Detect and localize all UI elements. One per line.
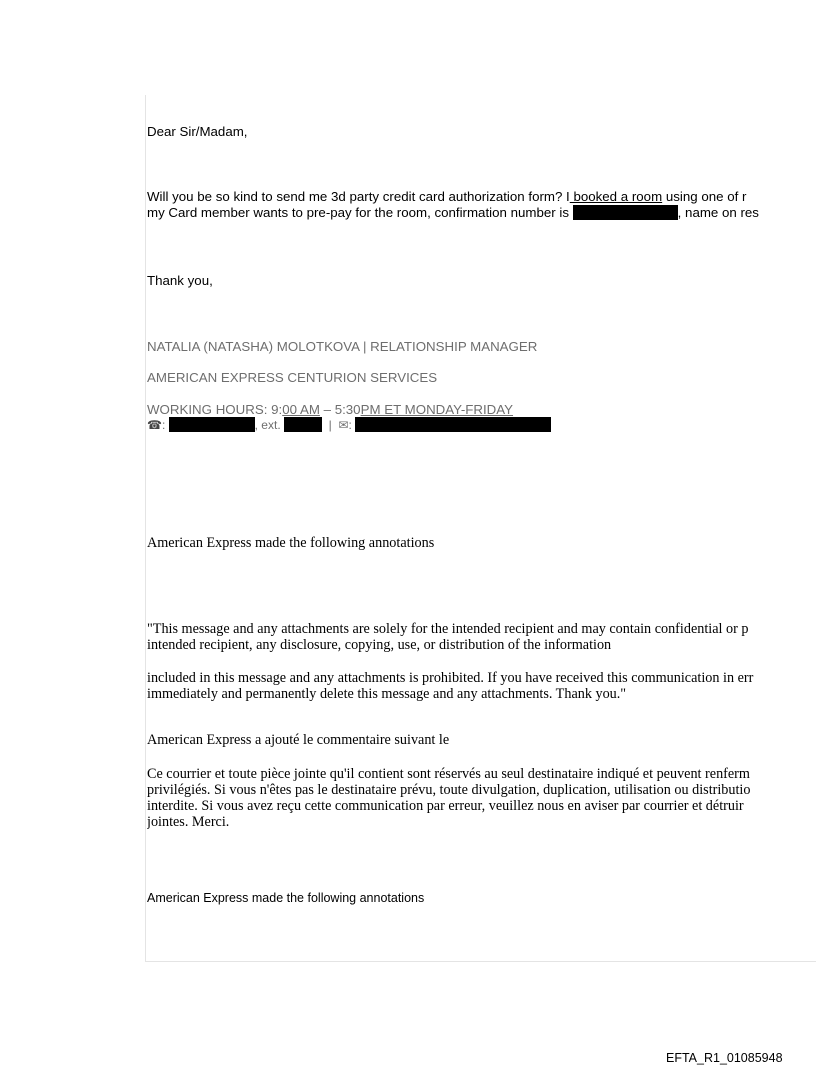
email-body (147, 95, 816, 961)
body-line-1 (147, 189, 746, 205)
disclaimer-en-line: "This message and any attachments are solely for the intended recipient and may contain confidential or p (147, 621, 749, 637)
greeting: Dear Sir/Madam, (147, 124, 248, 139)
signature-hours (147, 402, 513, 418)
hours-start: 00 AM (282, 402, 320, 417)
phone-icon: ☎ (147, 418, 162, 432)
annotations-fr-heading: American Express a ajouté le commentaire suivant le (147, 732, 450, 748)
redaction-phone (169, 417, 255, 432)
disclaimer-fr-line: Ce courrier et toute pièce jointe qu'il contient sont réservés au seul destinataire indiqué et peuvent renferm (147, 766, 750, 782)
phone-separator: : (161, 418, 166, 432)
disclaimer-en-line: immediately and permanently delete this message and any attachments. Thank you." (147, 686, 627, 702)
closing: Thank you, (147, 273, 213, 288)
booked-room-link[interactable]: booked a room (569, 189, 663, 204)
hours-text: WORKING HOURS: 9: (147, 402, 283, 417)
document-id: EFTA_R1_01085948 (666, 1051, 783, 1065)
disclaimer-fr-line: jointes. Merci. (147, 814, 230, 830)
signature-company: AMERICAN EXPRESS CENTURION SERVICES (147, 370, 438, 385)
hours-end: PM ET MONDAY-FRIDAY (360, 402, 514, 417)
signature-name-title: NATALIA (NATASHA) MOLOTKOVA | RELATIONSHIP MANAGER (147, 339, 538, 354)
redaction-extension (284, 417, 322, 432)
annotations-repeat-heading: American Express made the following annotations (147, 891, 425, 905)
annotations-heading: American Express made the following annotations (147, 535, 435, 551)
redaction-confirmation-number (573, 205, 678, 220)
email-icon: ✉ (338, 418, 349, 432)
pipe-separator: | (322, 418, 339, 432)
disclaimer-fr-line: interdite. Si vous avez reçu cette communication par erreur, veuillez nous en aviser par courrier et détruir (147, 798, 744, 814)
body-text: , name on res (677, 205, 759, 220)
hours-text: – 5:30 (319, 402, 361, 417)
body-line-2 (147, 205, 759, 221)
body-text: my Card member wants to pre-pay for the room, confirmation number is (147, 205, 573, 220)
body-text: using one of r (662, 189, 747, 204)
ext-label: , ext. (254, 418, 281, 432)
disclaimer-en-line: intended recipient, any disclosure, copying, use, or distribution of the information (147, 637, 612, 653)
body-text: Will you be so kind to send me 3d party credit card authorization form? I (147, 189, 570, 204)
email-separator: : (348, 418, 352, 432)
signature-contact (147, 417, 551, 433)
redaction-email (355, 417, 551, 432)
disclaimer-en-line: included in this message and any attachments is prohibited. If you have received this communication in err (147, 670, 754, 686)
disclaimer-fr-line: privilégiés. Si vous n'êtes pas le destinataire prévu, toute divulgation, duplication, utilisation ou distributio (147, 782, 751, 798)
